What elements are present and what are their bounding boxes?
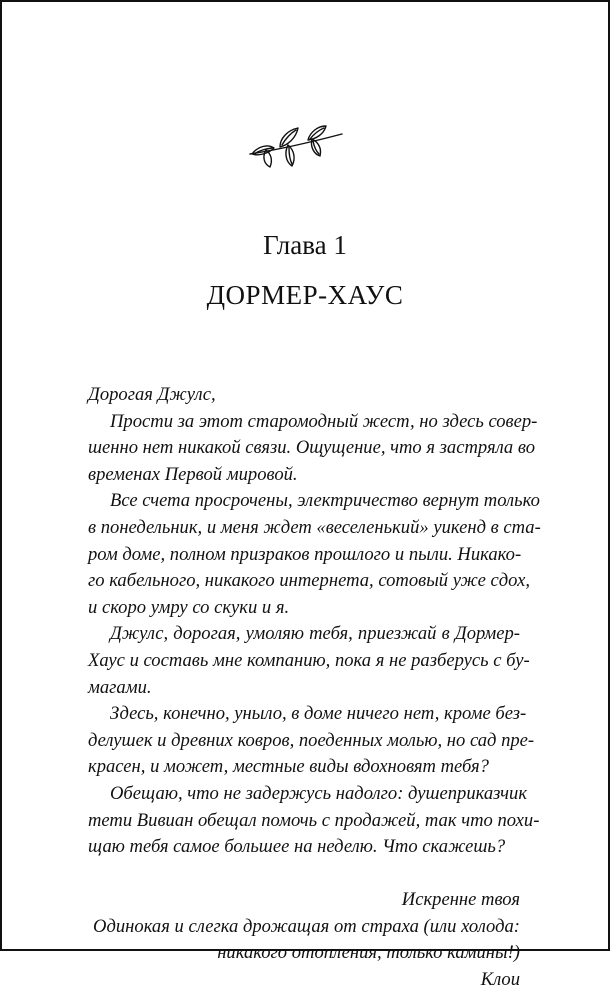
letter-line: Обещаю, что не задержусь надолго: душеприказчик (110, 782, 528, 804)
letter-line: щаю тебя самое большее на неделю. Что скажешь? (88, 836, 506, 858)
letter-spacer (88, 861, 520, 888)
letter-line: тети Вивиан обещал помочь с продажей, так что похи- (88, 809, 540, 831)
letter-line: Прости за этот старомодный жест, но здесь совер- (110, 410, 538, 432)
letter-closing: Искренне твоя (401, 889, 520, 911)
letter-line: Все счета просрочены, электричество вернут только (110, 490, 540, 512)
letter-line: Хаус и составь мне компанию, пока я не разберусь с бу- (88, 649, 530, 671)
letter-body (88, 382, 541, 994)
letter-line: шенно нет никакой связи. Ощущение, что я застряла во (88, 437, 536, 459)
letter-line: Джулс, дорогая, умоляю тебя, приезжай в Дормер- (110, 623, 520, 645)
chapter-number: Глава 1 (263, 230, 347, 260)
letter-signature: Клои (480, 969, 520, 991)
letter-line: Здесь, конечно, уныло, в доме ничего нет, кроме без- (110, 703, 527, 725)
letter-line: делушек и древних ковров, поеденных молью, но сад пре- (88, 729, 535, 751)
letter-line: го кабельного, никакого интернета, сотовый уже сдох, (88, 570, 530, 592)
chapter-title: ДОРМЕР-ХАУС (206, 280, 404, 310)
letter-greeting: Дорогая Джулс, (88, 384, 216, 405)
letter-line: магами. (88, 676, 152, 698)
leaf-branch-icon (242, 120, 346, 176)
letter-line: красен, и может, местные виды вдохновят тебя? (88, 756, 489, 778)
letter-line: временах Первой мировой. (88, 463, 298, 485)
letter-line: и скоро умру со скуки и я. (88, 596, 290, 618)
letter-line: ром доме, полном призраков прошлого и пыли. Никако- (88, 543, 522, 565)
letter-signature-line: Одинокая и слегка дрожащая от страха (или холода: (93, 915, 520, 937)
letter-signature-line: никакого отопления, только камины!) (217, 942, 520, 964)
letter-line: в понедельник, и меня ждет «веселенький» уикенд в ста- (88, 516, 541, 538)
